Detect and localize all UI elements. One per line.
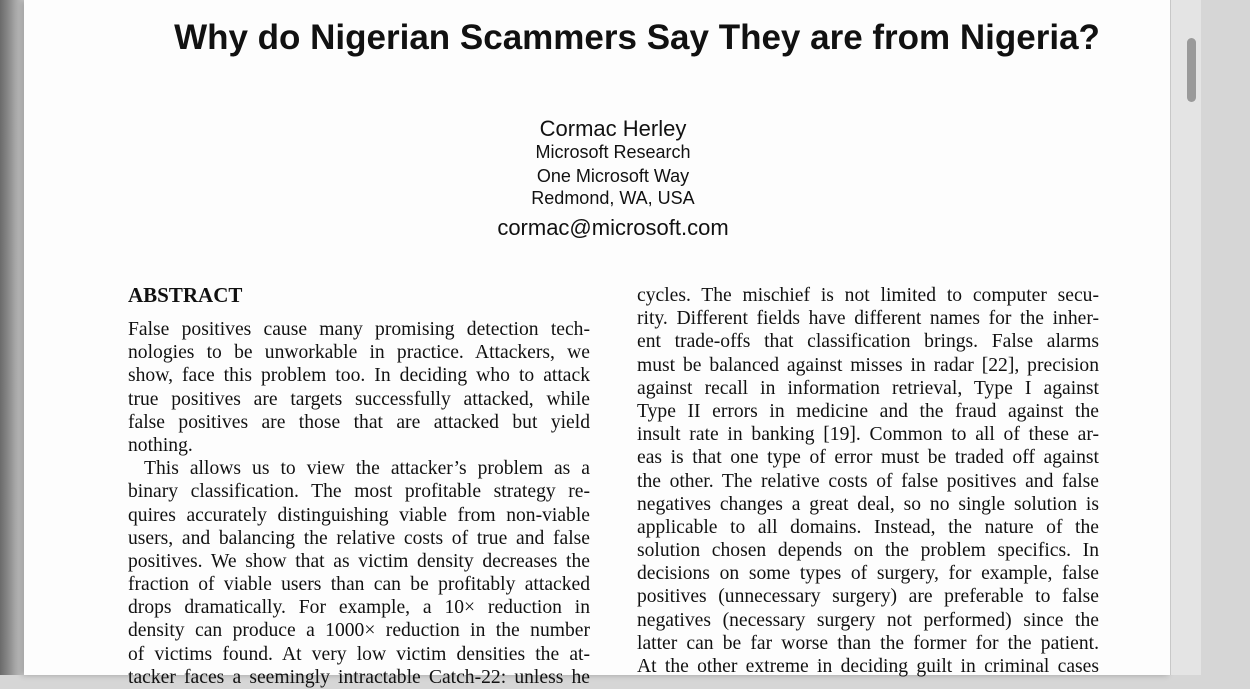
text-line: latter can be far worse than the former for the patient. [637, 632, 1099, 654]
text-line: rity. Different fields have different names for the inher- [637, 308, 1099, 330]
text-line: This allows us to view the attacker’s problem as a [144, 458, 590, 480]
text-line: decisions on some types of surgery, for example, false [637, 563, 1099, 585]
text-line: positives. We show that as victim density decreases the [128, 550, 590, 572]
author-affiliation-street: One Microsoft Way [536, 166, 690, 186]
scrollbar-track[interactable] [1170, 0, 1201, 675]
text-line: eas is that one type of error must be traded off against [637, 447, 1099, 469]
abstract-heading: ABSTRACT [128, 283, 243, 307]
text-line: must be balanced against misses in radar [22], precision [637, 354, 1099, 376]
page-edge-shadow [0, 0, 24, 675]
paper-title: Why do Nigerian Scammers Say They are from Nigeria? [174, 18, 1100, 57]
text-line: positives (unnecessary surgery) are preferable to false [637, 586, 1099, 608]
author-name: Cormac Herley [539, 116, 687, 141]
text-line: fraction of viable users than can be profitably attacked [128, 574, 590, 596]
text-line: applicable to all domains. Instead, the nature of the [637, 516, 1099, 538]
author-email: cormac@microsoft.com [497, 215, 729, 240]
text-line: against recall in information retrieval, Type I against [637, 377, 1099, 399]
text-line: binary classification. The most profitable strategy re- [128, 481, 590, 503]
text-line: ent trade-offs that classification brings. False alarms [637, 331, 1099, 353]
author-affiliation-city: Redmond, WA, USA [531, 188, 695, 208]
text-line: density can produce a 1000× reduction in the number [128, 620, 590, 642]
text-line: negatives changes a great deal, so no single solution is [637, 493, 1099, 515]
text-line: cycles. The mischief is not limited to computer secu- [637, 285, 1099, 306]
text-line: Type II errors in medicine and the fraud against the [637, 400, 1099, 422]
text-line: users, and balancing the relative costs of true and false [128, 527, 590, 549]
text-line: true positives are targets successfully attacked, while [128, 388, 590, 410]
author-affiliation-org: Microsoft Research [535, 142, 691, 162]
text-line: nologies to be unworkable in practice. Attackers, we [128, 342, 590, 364]
text-line: show, face this problem too. In deciding who to attack [128, 365, 590, 387]
text-line: the other. The relative costs of false positives and false [637, 470, 1099, 492]
text-line: negatives (necessary surgery not performed) since the [637, 609, 1099, 631]
text-line: At the other extreme in deciding guilt in criminal cases [637, 656, 1099, 677]
text-line: nothing. [128, 434, 193, 456]
text-line: insult rate in banking [19]. Common to all of these ar- [637, 424, 1099, 446]
document-page [24, 0, 1170, 688]
text-line: drops dramatically. For example, a 10× reduction in [128, 597, 590, 619]
text-line: solution chosen depends on the problem specifics. In [637, 540, 1099, 562]
scrollbar-thumb[interactable] [1187, 38, 1196, 102]
body-column-right [637, 284, 1099, 678]
text-line: quires accurately distinguishing viable from non-viable [128, 504, 590, 526]
text-line: tacker faces a seemingly intractable Catch-22: unless he [128, 666, 590, 688]
text-line: of victims found. At very low victim densities the at- [128, 643, 590, 665]
text-line: False positives cause many promising detection tech- [128, 319, 590, 340]
text-line: false positives are those that are attacked but yield [128, 411, 590, 433]
abstract-column-left [128, 318, 590, 689]
